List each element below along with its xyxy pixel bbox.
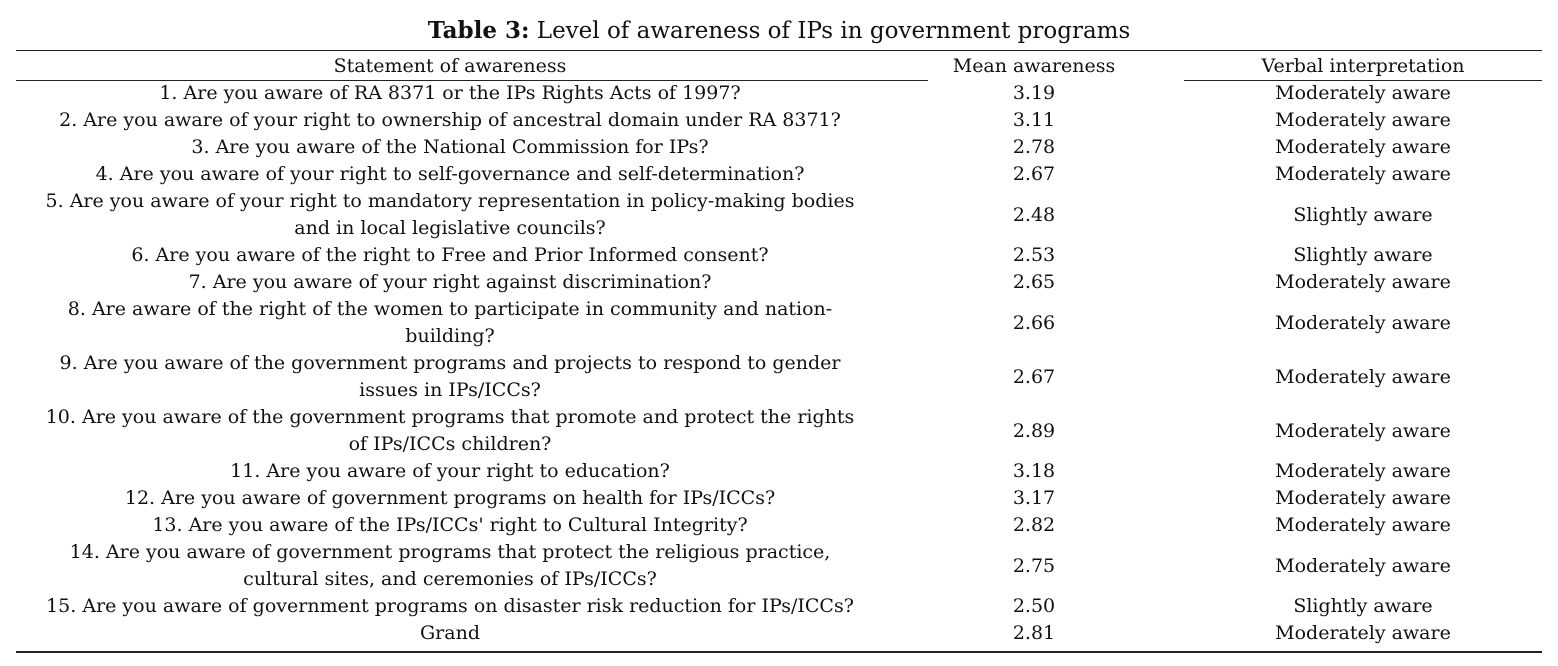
column-header-statement: Statement of awareness <box>333 55 567 77</box>
table-header-row <box>16 52 1542 80</box>
statement-cell: 2. Are you aware of your right to ownership of ancestral domain under RA 8371? <box>59 109 841 131</box>
table-row <box>16 512 1542 539</box>
mean-cell: 2.66 <box>1012 311 1056 334</box>
table-row <box>16 404 1542 458</box>
table-row <box>16 134 1542 161</box>
mean-cell: 3.18 <box>1012 460 1056 482</box>
mean-cell: 3.19 <box>1012 82 1056 104</box>
interpretation-cell: Moderately aware <box>1275 311 1451 334</box>
table-row <box>16 296 1542 350</box>
table-row <box>16 161 1542 188</box>
statement-cell: 12. Are you aware of government programs on health for IPs/ICCs? <box>124 487 776 509</box>
statement-cell: 15. Are you aware of government programs on disaster risk reduction for IPs/ICCs? <box>46 595 854 617</box>
interpretation-cell: Slightly aware <box>1293 595 1433 617</box>
mean-cell: 2.82 <box>1012 514 1056 536</box>
table-row-grand <box>16 620 1542 647</box>
table-row <box>16 458 1542 485</box>
table-row <box>16 593 1542 620</box>
mean-cell: 2.67 <box>1012 163 1056 185</box>
statement-cell: 3. Are you aware of the National Commission for IPs? <box>191 136 709 158</box>
table-row <box>16 350 1542 404</box>
statement-cell: 14. Are you aware of government programs that protect the religious practice, cultural sites, and ceremonies of IPs/ICCs? <box>69 541 831 590</box>
statement-cell: 7. Are you aware of your right against discrimination? <box>188 271 712 293</box>
interpretation-cell: Moderately aware <box>1275 554 1451 577</box>
mean-cell: 2.67 <box>1012 365 1056 388</box>
mean-cell: 3.11 <box>1012 109 1056 131</box>
statement-cell: 5. Are you aware of your right to mandatory representation in policy-making bodies and in local legislative councils? <box>45 190 855 239</box>
interpretation-cell: Moderately aware <box>1275 487 1451 509</box>
statement-cell: Grand <box>420 622 480 644</box>
interpretation-cell: Moderately aware <box>1275 460 1451 482</box>
interpretation-cell: Moderately aware <box>1275 136 1451 158</box>
table-row <box>16 242 1542 269</box>
mean-cell: 2.89 <box>1012 419 1056 442</box>
statement-cell: 6. Are you aware of the right to Free and Prior Informed consent? <box>131 244 769 266</box>
table-row <box>16 188 1542 242</box>
mean-cell: 2.65 <box>1012 271 1056 293</box>
table-row <box>16 107 1542 134</box>
mean-cell: 2.78 <box>1012 136 1056 158</box>
statement-cell: 10. Are you aware of the government programs that promote and protect the rights of IPs/ICCs children? <box>45 406 855 455</box>
mean-cell: 2.53 <box>1012 244 1056 266</box>
interpretation-cell: Slightly aware <box>1293 203 1433 226</box>
table-caption-label: Table 3: <box>427 17 530 44</box>
column-header-mean: Mean awareness <box>952 55 1116 77</box>
interpretation-cell: Moderately aware <box>1275 163 1451 185</box>
table-top-rule <box>16 50 1542 51</box>
interpretation-cell: Moderately aware <box>1275 514 1451 536</box>
statement-cell: 13. Are you aware of the IPs/ICCs' right to Cultural Integrity? <box>152 514 748 536</box>
interpretation-cell: Moderately aware <box>1275 271 1451 293</box>
interpretation-cell: Slightly aware <box>1293 244 1433 266</box>
mean-cell: 2.48 <box>1012 203 1056 226</box>
table-row <box>16 539 1542 593</box>
awareness-table <box>16 52 1542 647</box>
statement-cell: 4. Are you aware of your right to self-governance and self-determination? <box>95 163 805 185</box>
table-bottom-rule <box>16 651 1542 653</box>
table-row <box>16 485 1542 512</box>
statement-cell: 11. Are you aware of your right to education? <box>230 460 670 482</box>
table-row <box>16 269 1542 296</box>
interpretation-cell: Moderately aware <box>1275 622 1451 644</box>
mean-cell: 2.81 <box>1012 622 1056 644</box>
table-caption-text: Level of awareness of IPs in government programs <box>529 18 1131 44</box>
interpretation-cell: Moderately aware <box>1275 365 1451 388</box>
interpretation-cell: Moderately aware <box>1275 419 1451 442</box>
statement-cell: 8. Are aware of the right of the women to participate in community and nation-building? <box>67 298 833 347</box>
interpretation-cell: Moderately aware <box>1275 82 1451 104</box>
column-header-interpretation: Verbal interpretation <box>1261 55 1465 77</box>
mean-cell: 3.17 <box>1012 487 1056 509</box>
mean-cell: 2.75 <box>1012 554 1056 577</box>
interpretation-cell: Moderately aware <box>1275 109 1451 131</box>
table-row <box>16 80 1542 107</box>
table-caption <box>0 16 1558 46</box>
mean-cell: 2.50 <box>1012 595 1056 617</box>
statement-cell: 1. Are you aware of RA 8371 or the IPs Rights Acts of 1997? <box>159 82 741 104</box>
statement-cell: 9. Are you aware of the government programs and projects to respond to gender issues in IPs/ICCs? <box>59 352 841 401</box>
